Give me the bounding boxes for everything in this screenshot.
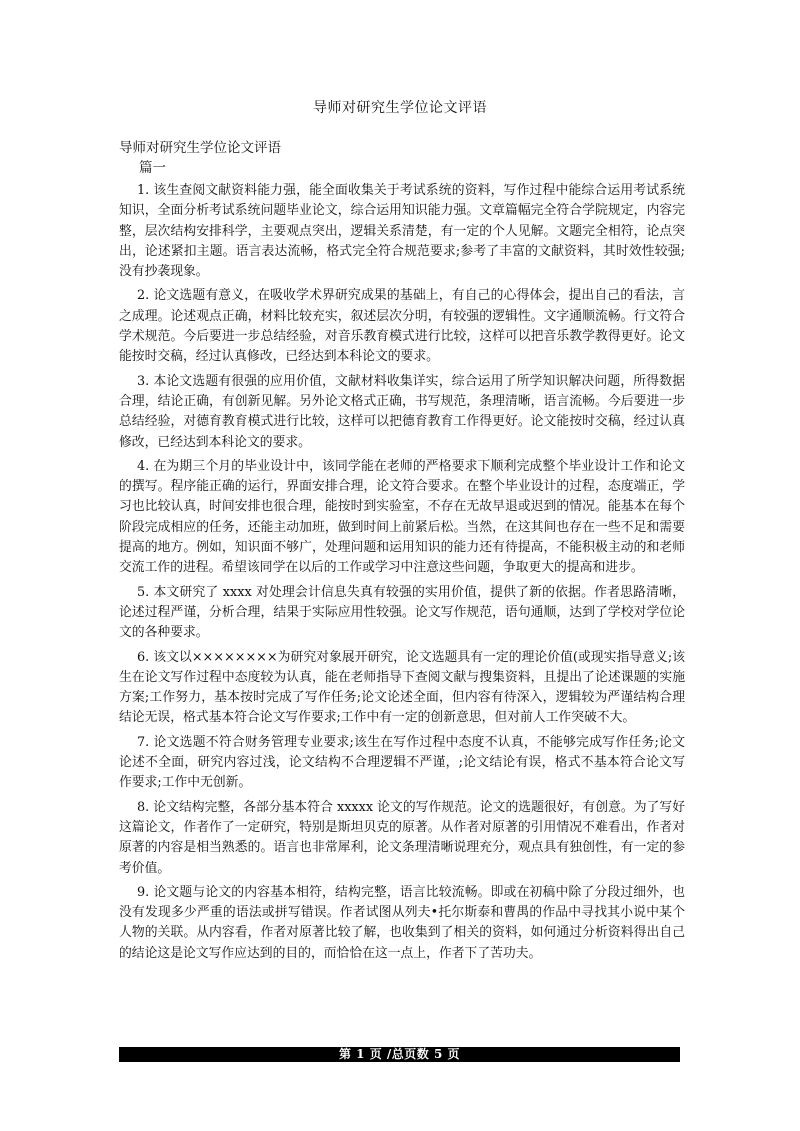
section-label: 篇一 [139, 160, 166, 176]
document-heading: 导师对研究生学位论文评语 [119, 140, 281, 156]
comment-paragraph-8: 8. 论文结构完整，各部分基本符合 xxxxx 论文的写作规范。论文的选题很好，有创意。为了写好这篇论文，作者作了一定研究，特别是斯坦贝克的原著。从作者对原著的引用情况不难看出，作者对原著的内容是相当熟悉的。语言也非常犀利，论文条理清晰说理充分，观点具有独创性，有一定的参考价值。 [119, 799, 685, 876]
document-body [119, 138, 685, 968]
comment-paragraph-1: 1. 该生查阅文献资料能力强，能全面收集关于考试系统的资料，写作过程中能综合运用考试系统知识，全面分析考试系统问题毕业论文，综合运用知识能力强。文章篇幅完全符合学院规定，内容完整，层次结构安排科学，主要观点突出，逻辑关系清楚，有一定的个人见解。文题完全相符，论点突出，论述紧扣主题。语言表达流畅，格式完全符合规范要求;参考了丰富的文献资料，其时效性较强;没有抄袭现象。 [119, 183, 685, 280]
comment-paragraph-9: 9. 论文题与论文的内容基本相符，结构完整，语言比较流畅。即或在初稿中除了分段过细外，也没有发现多少严重的语法或拼写错误。作者试图从列夫•托尔斯泰和曹禺的作品中寻找其小说中某个人物的关联。从内容看，作者对原著比较了解，也收集到了相关的资料，如何通过分析资料得出自己的结论这是论文写作应达到的目的，而恰恰在这一点上，作者下了苦功夫。 [119, 884, 685, 961]
page-number: 第 1 页 /总页数 5 页 [339, 1047, 460, 1061]
comment-paragraph-2: 2. 论文选题有意义，在吸收学术界研究成果的基础上，有自己的心得体会，提出自己的看法，言之成理。论述观点正确，材料比较充实，叙述层次分明，有较强的逻辑性。文字通顺流畅。行文符合学术规范。今后要进一步总结经验，对音乐教育模式进行比较，这样可以把音乐教学教得更好。论文能按时交稿，经过认真修改，已经达到本科论文的要求。 [119, 288, 685, 365]
comment-paragraph-7: 7. 论文选题不符合财务管理专业要求;该生在写作过程中态度不认真，不能够完成写作任务;论文论述不全面，研究内容过浅，论文结构不合理逻辑不严谨，;论文结论有误，格式不基本符合论文写作要求;工作中无创新。 [119, 734, 685, 791]
comment-paragraph-5: 5. 本文研究了 xxxx 对处理会计信息失真有较强的实用价值，提供了新的依据。作者思路清晰，论述过程严谨，分析合理，结果于实际应用性较强。论文写作规范，语句通顺，达到了学校对学位论文的各种要求。 [119, 584, 685, 641]
comment-paragraph-6: 6. 该文以××××××××为研究对象展开研究，论文选题具有一定的理论价值(或现实指导意义;该生在论文写作过程中态度较为认真，能在老师指导下查阅文献与搜集资料，且提出了论述课题的实施方案;工作努力，基本按时完成了写作任务;论文论述全面，但内容有待深入，逻辑较为严谨结构合理结论无误，格式基本符合论文写作要求;工作中有一定的创新意思，但对前人工作突破不大。 [119, 649, 685, 726]
page-footer-bar [119, 1047, 680, 1062]
document-title: 导师对研究生学位论文评语 [313, 100, 487, 116]
comment-paragraph-3: 3. 本论文选题有很强的应用价值，文献材料收集详实，综合运用了所学知识解决问题，所得数据合理，结论正确，有创新见解。另外论文格式正确，书写规范，条理清晰，语言流畅。今后要进一步总结经验，对德育教育模式进行比较，这样可以把德育教育工作得更好。论文能按时交稿，经过认真修改，已经达到本科论文的要求。 [119, 373, 685, 450]
comment-paragraph-4: 4. 在为期三个月的毕业设计中，该同学能在老师的严格要求下顺利完成整个毕业设计工作和论文的撰写。程序能正确的运行，界面安排合理，论文符合要求。在整个毕业设计的过程，态度端正，学习也比较认真，时间安排也很合理，能按时到实验室，不存在无故早退或迟到的情况。能基本在每个阶段完成相应的任务，还能主动加班，做到时间上前紧后松。当然，在这其间也存在一些不足和需要提高的地方。例如，知识面不够广，处理问题和运用知识的能力还有待提高，不能积极主动的和老师交流工作的进程。希望该同学在以后的工作或学习中注意这些问题，争取更大的提高和进步。 [119, 458, 685, 576]
